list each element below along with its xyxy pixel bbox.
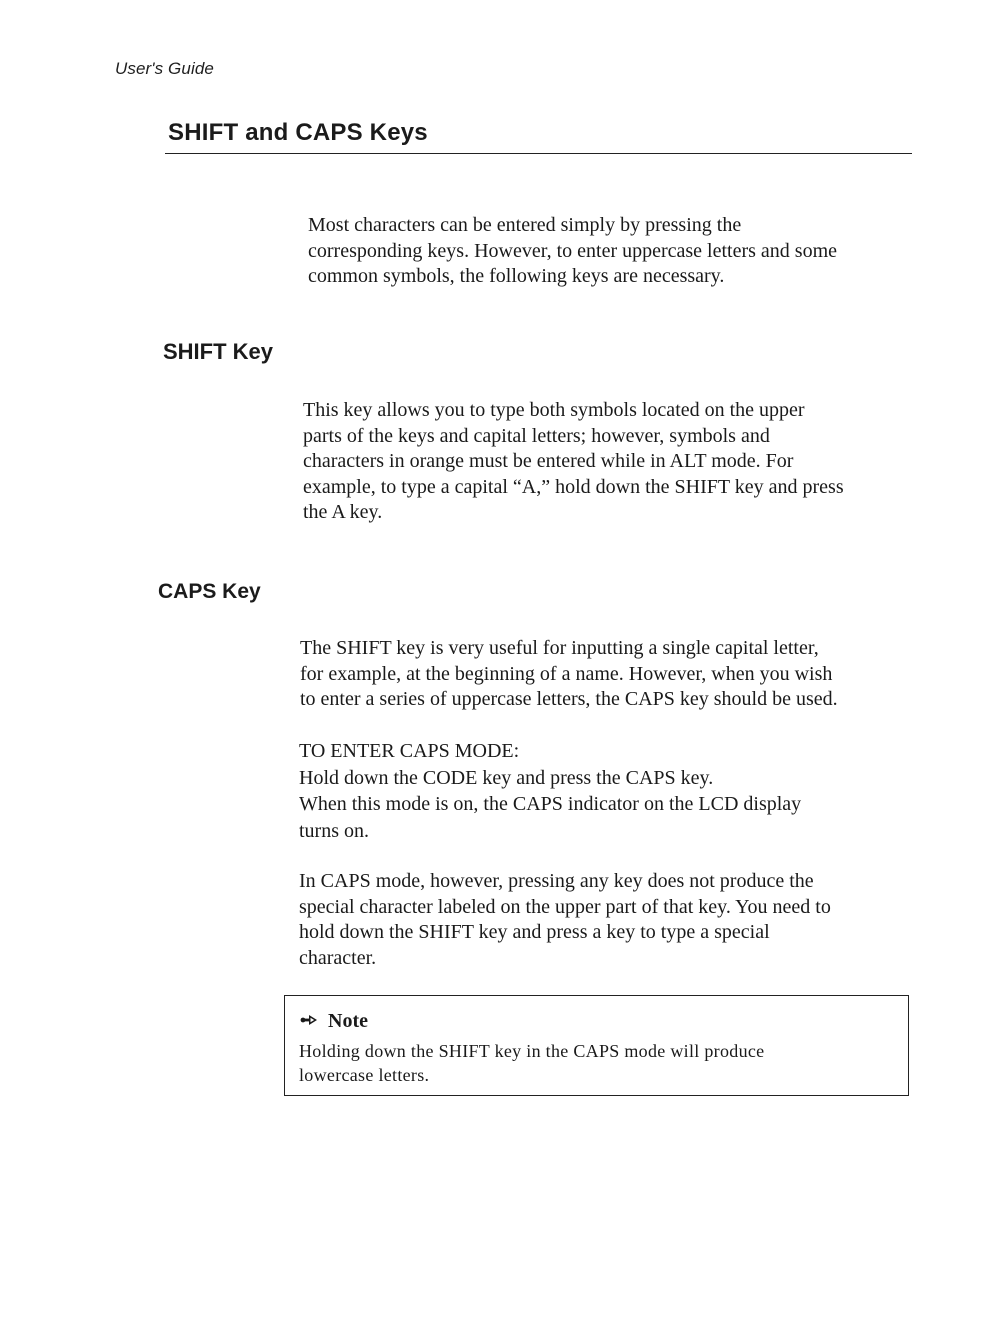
intro-paragraph [308, 213, 837, 290]
mode-line: hold down the SHIFT key and press a key to type a special [299, 921, 770, 943]
intro-line: corresponding keys. However, to enter uppercase letters and some [308, 239, 838, 262]
steps-line: TO ENTER CAPS MODE: [299, 740, 520, 762]
caps-line: for example, at the beginning of a name. However, when you wish [300, 662, 833, 685]
shift-line: This key allows you to type both symbols located on the upper [303, 399, 805, 421]
steps-line: Hold down the CODE key and press the CAPS key. [299, 766, 714, 789]
shift-line: example, to type a capital “A,” hold down the SHIFT key and press [303, 475, 844, 498]
note-line: Holding down the SHIFT key in the CAPS mode will produce [299, 1041, 765, 1061]
shift-line: characters in orange must be entered while in ALT mode. For [303, 450, 794, 472]
arrow-icon [300, 1014, 318, 1026]
shift-key-paragraph [303, 398, 844, 526]
caps-line: to enter a series of uppercase letters, the CAPS key should be used. [300, 688, 838, 710]
caps-mode-paragraph [299, 869, 831, 971]
note-title: Note [328, 1010, 368, 1032]
caps-key-paragraph [300, 636, 838, 713]
caps-mode-steps [299, 738, 801, 844]
intro-line: common symbols, the following keys are necessary. [308, 265, 725, 287]
shift-key-heading: SHIFT Key [163, 339, 274, 364]
mode-line: special character labeled on the upper part of that key. You need to [299, 895, 831, 918]
note-box [284, 995, 909, 1096]
caps-line: The SHIFT key is very useful for inputting a single capital letter, [300, 637, 819, 659]
note-text [299, 1039, 764, 1087]
intro-line: Most characters can be entered simply by pressing the [308, 214, 742, 236]
note-line: lowercase letters. [299, 1065, 430, 1085]
running-header: User's Guide [115, 59, 214, 78]
steps-line: turns on. [299, 819, 369, 842]
mode-line: In CAPS mode, however, pressing any key does not produce the [299, 870, 814, 892]
steps-line: When this mode is on, the CAPS indicator on the LCD display [299, 793, 802, 815]
mode-line: character. [299, 946, 377, 969]
title-underline [165, 153, 912, 154]
note-title-row [300, 1010, 368, 1033]
shift-line: the A key. [303, 501, 383, 523]
shift-line: parts of the keys and capital letters; however, symbols and [303, 424, 770, 447]
caps-key-heading: CAPS Key [158, 580, 261, 603]
page-title: SHIFT and CAPS Keys [168, 119, 428, 146]
